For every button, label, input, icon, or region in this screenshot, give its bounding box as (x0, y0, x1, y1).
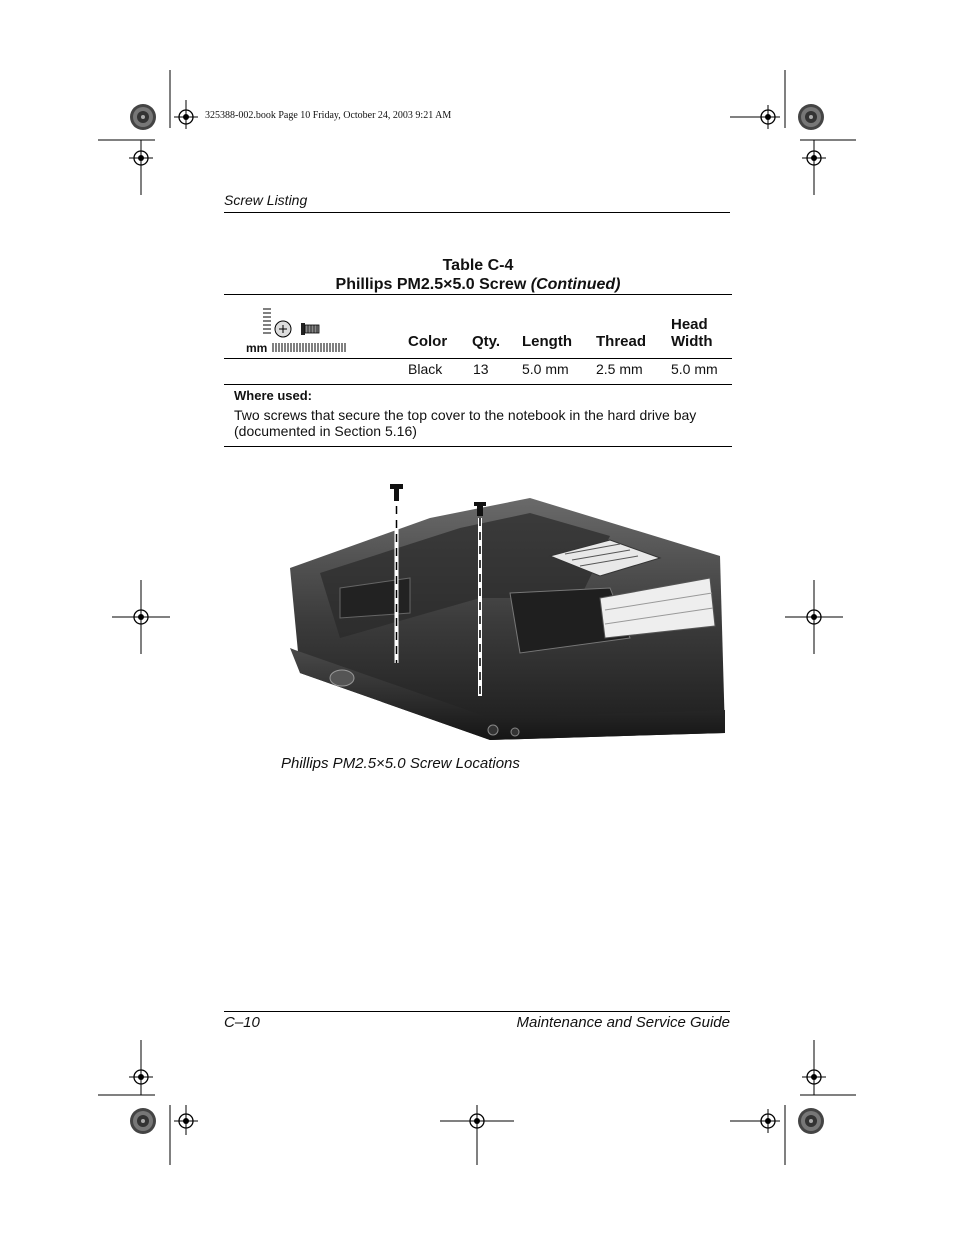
header-rule (224, 212, 730, 213)
cell-color: Black (408, 361, 443, 377)
data-row-rule (224, 384, 732, 385)
cell-thread: 2.5 mm (596, 361, 643, 377)
cell-qty: 13 (473, 361, 489, 377)
where-used-text: Two screws that secure the top cover to the notebook in the hard drive bay (documented in Section 5.16) (234, 407, 697, 439)
table-top-rule (224, 294, 732, 295)
table-caption-main: Phillips PM2.5×5.0 Screw (335, 276, 527, 293)
header-length: Length (522, 333, 572, 350)
header-head-width (671, 316, 713, 350)
starburst-mark-icon (130, 104, 156, 130)
notebook-bottom-illustration (280, 478, 730, 743)
table-title (224, 256, 732, 294)
header-head-width-line1: Head (671, 316, 708, 333)
header-color: Color (408, 333, 448, 350)
ruler-unit-label: mm (246, 341, 268, 355)
table-bottom-rule (224, 446, 732, 447)
table-number: Table C-4 (442, 257, 514, 274)
cell-length: 5.0 mm (522, 361, 569, 377)
starburst-mark-icon (798, 1108, 824, 1134)
header-qty: Qty. (472, 333, 501, 350)
starburst-mark-icon (130, 1108, 156, 1134)
header-thread: Thread (596, 333, 647, 350)
header-row-rule (224, 358, 732, 359)
table-caption-continued: (Continued) (530, 276, 621, 293)
screw-ruler-icon (255, 305, 355, 357)
header-head-width-line2: Width (671, 333, 713, 350)
running-header: Screw Listing (224, 192, 308, 208)
table-caption (224, 275, 732, 294)
file-info: 325388-002.book Page 10 Friday, October 24, 2003 9:21 AM (205, 110, 452, 121)
figure-caption: Phillips PM2.5×5.0 Screw Locations (281, 755, 520, 772)
page-number: C–10 (224, 1014, 260, 1031)
where-used-label: Where used: (234, 388, 313, 403)
footer-rule (224, 1011, 730, 1012)
footer-title: Maintenance and Service Guide (516, 1014, 730, 1031)
starburst-mark-icon (798, 104, 824, 130)
cell-head-width: 5.0 mm (671, 361, 718, 377)
